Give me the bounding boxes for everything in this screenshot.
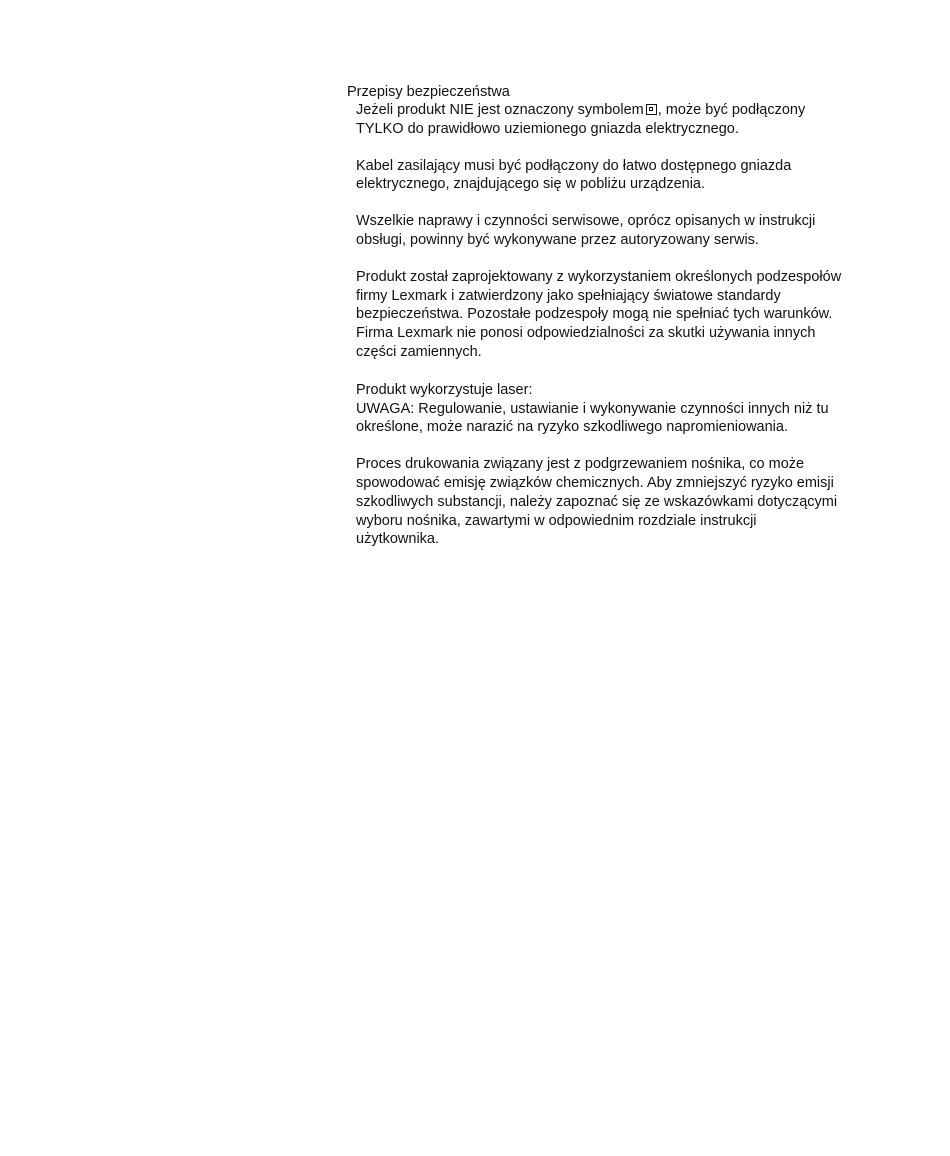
paragraph-line: Kabel zasilający musi być podłączony do łatwo dostępnego gniazda: [356, 157, 792, 174]
paragraph-line: obsługi, powinny być wykonywane przez autoryzowany serwis.: [356, 231, 759, 248]
paragraph-line: części zamiennych.: [356, 343, 482, 360]
paragraph-line: użytkownika.: [356, 531, 440, 548]
paragraph-laser: [356, 381, 936, 437]
paragraph-line: Firma Lexmark nie ponosi odpowiedzialności za skutki używania innych: [356, 325, 816, 342]
paragraph-line: Wszelkie naprawy i czynności serwisowe, oprócz opisanych w instrukcji: [356, 213, 816, 230]
double-insulation-icon: [646, 104, 657, 115]
paragraph-power-cord: [356, 157, 936, 195]
paragraph-line: spowodować emisję związków chemicznych. Aby zmniejszyć ryzyko emisji: [356, 474, 834, 491]
paragraph-line: bezpieczeństwa. Pozostałe podzespoły mogą nie spełniać tych warunków.: [356, 306, 833, 323]
paragraph-grounding: [356, 101, 936, 139]
paragraph-line: [356, 101, 936, 120]
paragraph-line: określone, może narazić na ryzyko szkodliwego napromieniowania.: [356, 419, 788, 436]
paragraph-emissions: [356, 455, 936, 549]
paragraph-line: TYLKO do prawidłowo uziemionego gniazda elektrycznego.: [356, 120, 739, 137]
paragraph-line: wyboru nośnika, zawartymi w odpowiednim rozdziale instrukcji: [356, 512, 757, 529]
paragraph-line: elektrycznego, znajdującego się w pobliżu urządzenia.: [356, 176, 706, 193]
paragraph-line: szkodliwych substancji, należy zapoznać się ze wskazówkami dotyczącymi: [356, 493, 838, 510]
line-text: Jeżeli produkt NIE jest oznaczony symbolem: [356, 102, 644, 118]
line-text: , może być podłączony: [657, 102, 806, 118]
paragraph-service: [356, 212, 936, 250]
paragraph-line: UWAGA: Regulowanie, ustawianie i wykonywanie czynności innych niż tu: [356, 400, 829, 417]
paragraph-line: firmy Lexmark i zatwierdzony jako spełniający światowe standardy: [356, 287, 781, 304]
paragraph-line: Produkt wykorzystuje laser:: [356, 381, 533, 398]
paragraph-line: Produkt został zaprojektowany z wykorzystaniem określonych podzespołów: [356, 268, 842, 285]
safety-content: [356, 101, 936, 567]
paragraph-line: Proces drukowania związany jest z podgrzewaniem nośnika, co może: [356, 456, 805, 473]
paragraph-components: [356, 268, 936, 362]
section-heading: Przepisy bezpieczeństwa: [347, 84, 510, 100]
